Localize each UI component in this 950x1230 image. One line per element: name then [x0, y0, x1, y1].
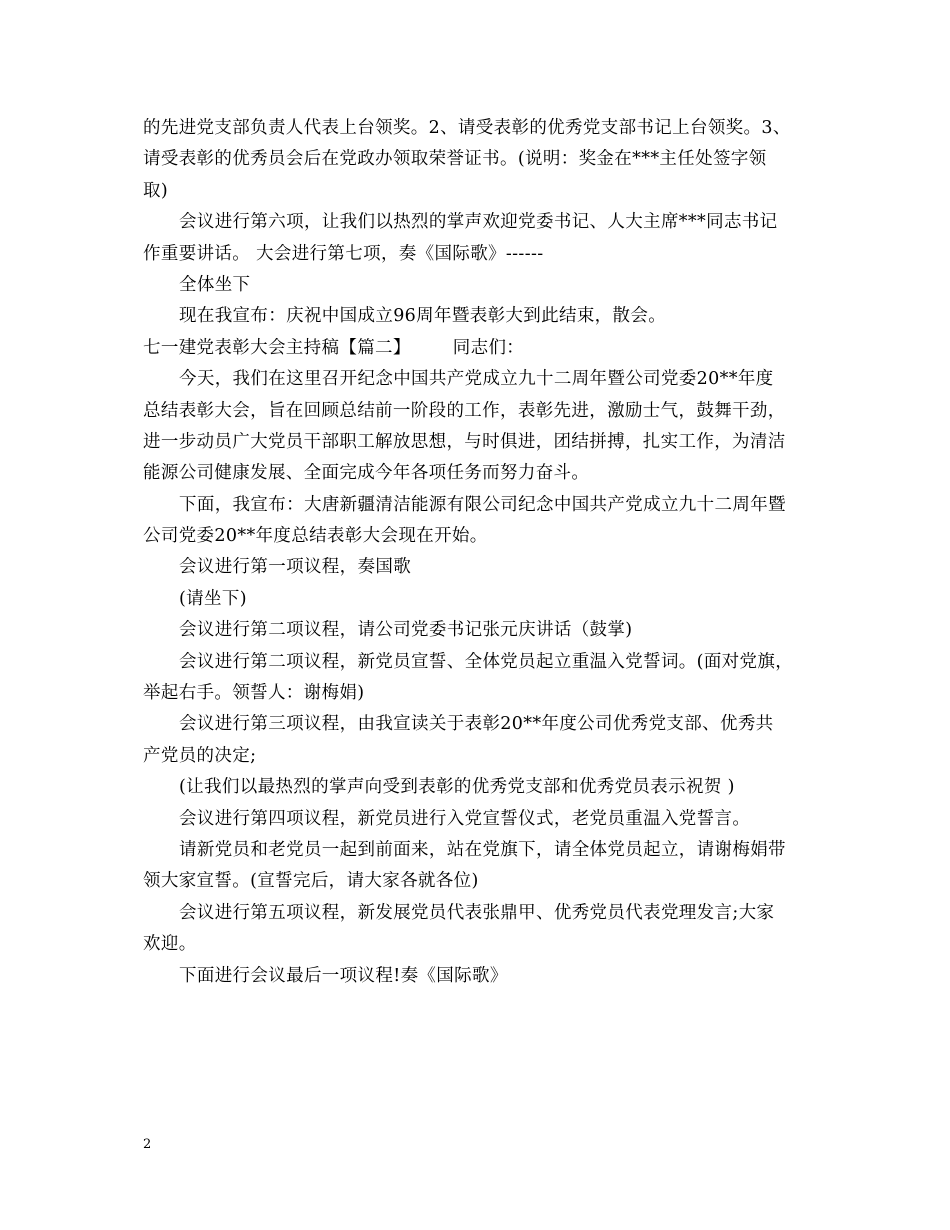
text-line: 的先进党支部负责人代表上台领奖。2、请受表彰的优秀党支部书记上台领奖。3、 — [143, 118, 791, 138]
text-line: 总结表彰大会，旨在回顾总结前一阶段的工作，表彰先进，激励士气，鼓舞干劲， — [143, 400, 786, 421]
text-line: 下面进行会议最后一项议程!奏《国际歌》 — [179, 965, 508, 986]
text-line: 现在我宣布：庆祝中国成立96周年暨表彰大到此结束，散会。 — [179, 306, 667, 327]
section-heading — [143, 333, 813, 364]
document-body — [143, 113, 813, 992]
text-line: 会议进行第一项议程，奏国歌 — [179, 557, 412, 578]
text-line: 欢迎。 — [143, 934, 197, 955]
text-line: 会议进行第二项议程，请公司党委书记张元庆讲话（鼓掌) — [179, 620, 633, 641]
text-line: (让我们以最热烈的掌声向受到表彰的优秀党支部和优秀党员表示祝贺 ) — [179, 777, 735, 798]
text-line: 举起右手。领誓人：谢梅娟) — [143, 683, 365, 704]
text-line: 取) — [143, 180, 169, 201]
salutation: 同志们： — [452, 337, 525, 358]
text-line: 会议进行第五项议程，新发展党员代表张鼎甲、优秀党员代表党理发言;大家 — [179, 902, 775, 923]
text-line: 能源公司健康发展、全面完成今年各项任务而努力奋斗。 — [143, 463, 590, 484]
text-line: 会议进行第三项议程，由我宣读关于表彰20**年度公司优秀党支部、优秀共 — [179, 714, 774, 735]
text-line: 会议进行第四项议程，新党员进行入党宣誓仪式，老党员重温入党誓言。 — [179, 808, 751, 829]
text-line: 领大家宣誓。(宣誓完后，请大家各就各位) — [143, 871, 479, 892]
text-line: 作重要讲话。 大会进行第七项，奏《国际歌》------ — [143, 243, 544, 264]
text-line: 全体坐下 — [179, 274, 251, 295]
page-number: 2 — [143, 1137, 152, 1152]
text-line: 请新党员和老党员一起到前面来，站在党旗下，请全体党员起立，请谢梅娟带 — [179, 839, 786, 860]
text-line: 请受表彰的优秀员会后在党政办领取荣誉证书。(说明：奖金在***主任处签字领 — [143, 149, 767, 170]
text-line: 会议进行第二项议程，新党员宣誓、全体党员起立重温入党誓词。(面对党旗， — [179, 651, 794, 672]
text-line: 下面，我宣布：大唐新疆清洁能源有限公司纪念中国共产党成立九十二周年暨 — [179, 494, 786, 515]
text-line: 产党员的决定; — [143, 745, 257, 766]
text-line: 公司党委20**年度总结表彰大会现在开始。 — [143, 526, 488, 547]
text-line: 今天，我们在这里召开纪念中国共产党成立九十二周年暨公司党委20**年度 — [179, 369, 774, 390]
text-line: (请坐下) — [179, 588, 247, 609]
text-line: 会议进行第六项，让我们以热烈的掌声欢迎党委书记、人大主席***同志书记 — [179, 212, 778, 233]
text-line: 进一步动员广大党员干部职工解放思想，与时俱进，团结拼搏，扎实工作，为清洁 — [143, 431, 786, 452]
section-title: 七一建党表彰大会主持稿【篇二】 — [143, 337, 411, 358]
